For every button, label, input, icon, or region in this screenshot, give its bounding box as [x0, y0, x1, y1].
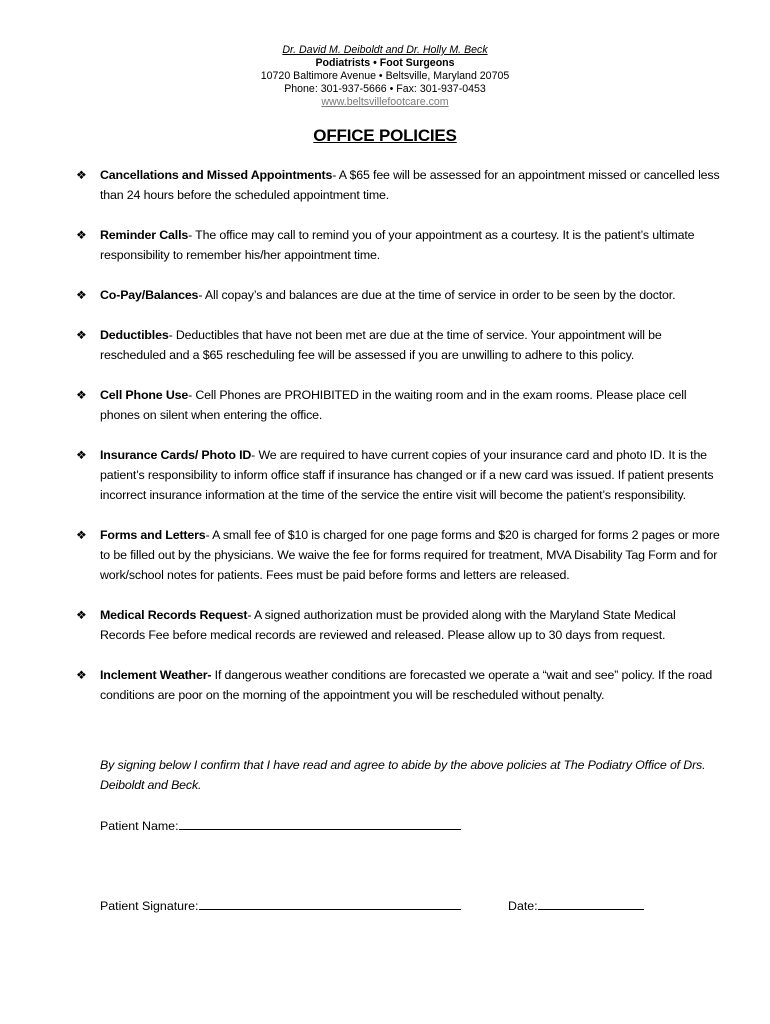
- policy-term: Cell Phone Use: [100, 388, 189, 402]
- patient-signature-field[interactable]: [199, 897, 461, 910]
- policy-list: [76, 165, 720, 725]
- diamond-bullet-icon: ❖: [76, 328, 87, 342]
- date-label: Date:: [508, 899, 538, 913]
- policy-item-cell-phone: [76, 385, 720, 425]
- website-link[interactable]: www.beltsvillefootcare.com: [321, 96, 449, 108]
- policy-term: Reminder Calls: [100, 228, 189, 242]
- page-title: OFFICE POLICIES: [313, 126, 457, 145]
- policy-text: - Cell Phones are PROHIBITED in the waiting room and in the exam rooms. Please place cell phones on silent when entering the office.: [100, 388, 687, 422]
- policy-text: - Deductibles that have not been met are due at the time of service. Your appointment will be rescheduled and a $65 rescheduling fee will be assessed if you are unwilling to adhere to this policy.: [100, 328, 662, 362]
- policy-text: If dangerous weather conditions are forecasted we operate a “wait and see” policy. If the road conditions are poor on the morning of the appointment you will be rescheduled without penalty.: [100, 668, 713, 702]
- diamond-bullet-icon: ❖: [76, 528, 87, 542]
- diamond-bullet-icon: ❖: [76, 228, 87, 242]
- policy-item-reminder-calls: [76, 225, 720, 265]
- policy-item-inclement-weather: [76, 665, 720, 705]
- policy-text: - The office may call to remind you of your appointment as a courtesy. It is the patient’s ultimate responsibility to remember his/her appointment time.: [100, 228, 695, 262]
- policy-item-deductibles: [76, 325, 720, 365]
- patient-name-field[interactable]: [179, 817, 461, 830]
- policy-term: Medical Records Request: [100, 608, 248, 622]
- policy-term: Deductibles: [100, 328, 169, 342]
- policy-text: - We are required to have current copies of your insurance card and photo ID. It is the patient’s responsibility to inform office staff if insurance has changed or if a new card was issued. If patient presents incorrect insurance information at the time of the service the entire visit will become the patient’s responsibility.: [100, 448, 714, 502]
- policy-item-copay: [76, 285, 720, 305]
- policy-item-forms-letters: [76, 525, 720, 585]
- practice-specialty: Podiatrists • Foot Surgeons: [315, 57, 455, 69]
- date-row: [508, 896, 644, 916]
- policy-text: - A $65 fee will be assessed for an appointment missed or cancelled less than 24 hours before the scheduled appointment time.: [100, 168, 720, 202]
- policy-term: Inclement Weather-: [100, 668, 212, 682]
- diamond-bullet-icon: ❖: [76, 608, 87, 622]
- policy-item-insurance: [76, 445, 720, 505]
- policy-term: Insurance Cards/ Photo ID: [100, 448, 252, 462]
- policy-text: - All copay’s and balances are due at the time of service in order to be seen by the doctor.: [198, 288, 676, 302]
- policy-item-medical-records: [76, 605, 720, 645]
- date-field[interactable]: [538, 897, 644, 910]
- diamond-bullet-icon: ❖: [76, 288, 87, 302]
- doctor-names: Dr. David M. Deiboldt and Dr. Holly M. Beck: [282, 44, 488, 56]
- office-address: 10720 Baltimore Avenue • Beltsville, Maryland 20705: [260, 70, 510, 82]
- policy-term: Forms and Letters: [100, 528, 206, 542]
- policy-text: - A signed authorization must be provided along with the Maryland State Medical Records Fee before medical records are reviewed and released. Please allow up to 30 days from request.: [100, 608, 676, 642]
- letterhead: [0, 44, 770, 109]
- patient-signature-row: [100, 896, 461, 916]
- confirmation-statement: By signing below I confirm that I have read and agree to abide by the above policies at The Podiatry Office of Drs. Deiboldt and Beck.: [100, 758, 706, 792]
- diamond-bullet-icon: ❖: [76, 448, 87, 462]
- diamond-bullet-icon: ❖: [76, 668, 87, 682]
- patient-signature-label: Patient Signature:: [100, 899, 199, 913]
- policy-term: Cancellations and Missed Appointments: [100, 168, 333, 182]
- office-phone-fax: Phone: 301-937-5666 • Fax: 301-937-0453: [284, 83, 486, 95]
- patient-name-row: [100, 816, 461, 836]
- diamond-bullet-icon: ❖: [76, 168, 87, 182]
- diamond-bullet-icon: ❖: [76, 388, 87, 402]
- policy-item-cancellations: [76, 165, 720, 205]
- patient-name-label: Patient Name:: [100, 819, 179, 833]
- policy-text: - A small fee of $10 is charged for one page forms and $20 is charged for forms 2 pages or more to be filled out by the physicians. We waive the fee for forms required for treatment, MVA Disability Tag Form and for work/school notes for patients. Fees must be paid before forms and letters are released.: [100, 528, 720, 582]
- policy-term: Co-Pay/Balances: [100, 288, 199, 302]
